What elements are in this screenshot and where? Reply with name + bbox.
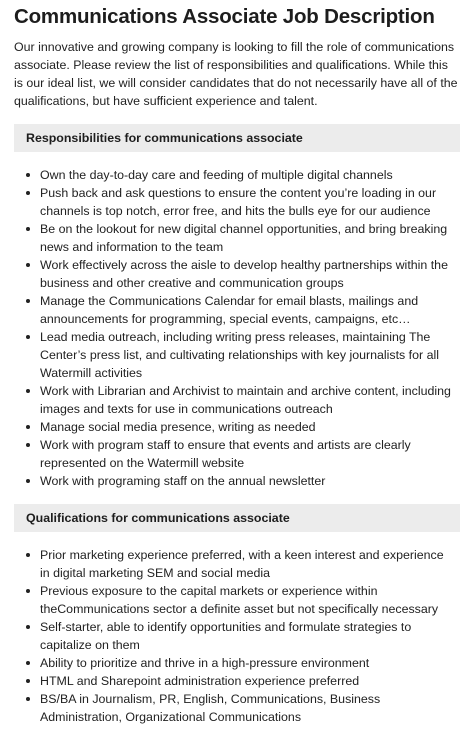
responsibilities-list (14, 166, 460, 490)
list-item: Ability to prioritize and thrive in a high-pressure environment (40, 654, 460, 672)
list-item: Prior marketing experience preferred, with a keen interest and experience in digital marketing SEM and social media (40, 546, 460, 582)
list-item: Lead media outreach, including writing press releases, maintaining The Center’s press list, and cultivating relationships with key journalists for all Watermill activities (40, 328, 460, 382)
list-item: Be on the lookout for new digital channel opportunities, and bring breaking news and information to the team (40, 220, 460, 256)
list-item: HTML and Sharepoint administration experience preferred (40, 672, 460, 690)
responsibilities-heading: Responsibilities for communications associate (14, 124, 460, 152)
list-item: Work effectively across the aisle to develop healthy partnerships within the business and other creative and communication groups (40, 256, 460, 292)
qualifications-list (14, 546, 460, 726)
list-item: Work with programing staff on the annual newsletter (40, 472, 460, 490)
list-item: Manage social media presence, writing as needed (40, 418, 460, 436)
list-item: BS/BA in Journalism, PR, English, Communications, Business Administration, Organizational Communications (40, 690, 460, 726)
list-item: Previous exposure to the capital markets or experience within theCommunications sector a definite asset but not specifically necessary (40, 582, 460, 618)
list-item: Self-starter, able to identify opportunities and formulate strategies to capitalize on them (40, 618, 460, 654)
list-item: Work with Librarian and Archivist to maintain and archive content, including images and texts for use in communications outreach (40, 382, 460, 418)
page-title: Communications Associate Job Description (14, 5, 435, 28)
list-item: Work with program staff to ensure that events and artists are clearly represented on the Watermill website (40, 436, 460, 472)
list-item: Manage the Communications Calendar for email blasts, mailings and announcements for programming, special events, campaigns, etc… (40, 292, 460, 328)
list-item: Own the day-to-day care and feeding of multiple digital channels (40, 166, 460, 184)
list-item: Push back and ask questions to ensure the content you’re loading in our channels is top notch, error free, and hits the bulls eye for our audience (40, 184, 460, 220)
qualifications-heading: Qualifications for communications associate (14, 504, 460, 532)
intro-paragraph: Our innovative and growing company is looking to fill the role of communications associate. Please review the list of responsibilities and qualifications. While this is our ideal list, we will consider candidates that do not necessarily have all of the qualifications, but have sufficient experience and talent. (14, 40, 458, 108)
